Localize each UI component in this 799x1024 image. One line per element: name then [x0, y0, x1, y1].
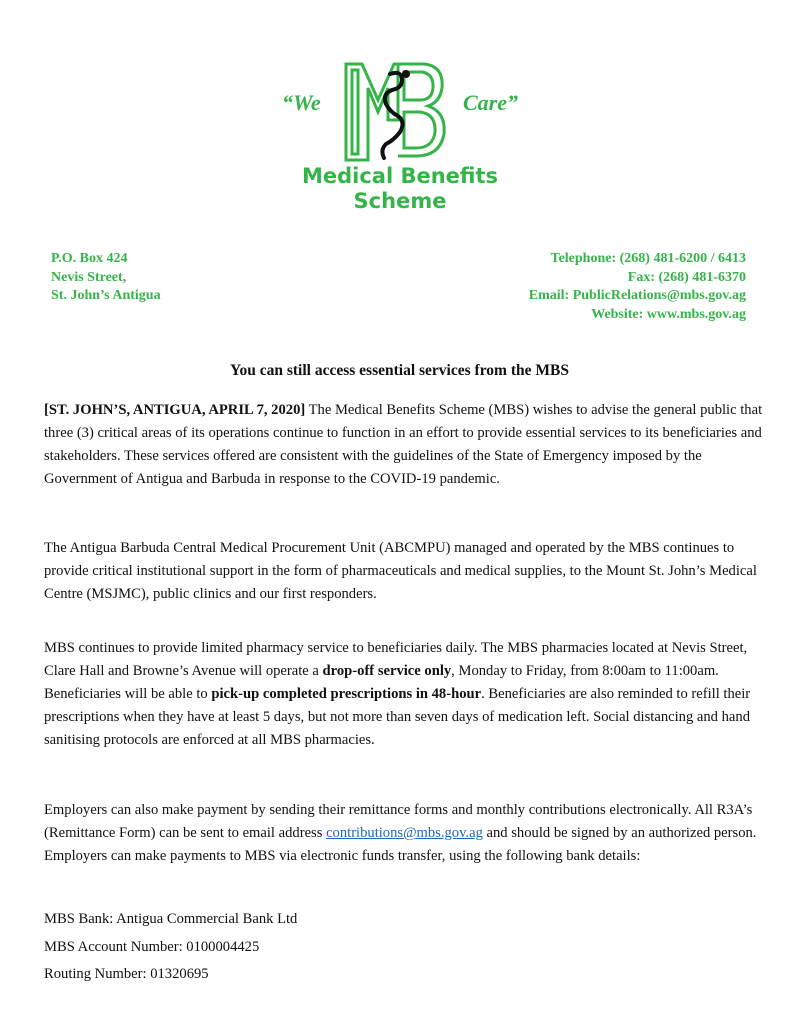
address-line: St. John’s Antigua — [51, 288, 161, 303]
website: Website: www.mbs.gov.ag — [591, 306, 746, 322]
telephone: Telephone: (268) 481-6200 / 6413 — [550, 251, 746, 266]
dateline: [ST. JOHN’S, ANTIGUA, APRIL 7, 2020] — [44, 402, 306, 418]
postal-address — [51, 250, 161, 306]
paragraph-employers — [44, 799, 764, 868]
pharmacy-text: MBS continues to provide limited pharmacy service to beneficiaries daily. The MBS pharmacies located at Nevis Street, Clare Hall and Browne’s Avenue will operate a — [44, 640, 748, 679]
fax: Fax: (268) 481-6370 — [627, 269, 746, 285]
contributions-email-link[interactable]: contributions@mbs.gov.ag — [326, 825, 483, 841]
drop-off-emphasis: drop-off service only — [322, 663, 452, 679]
employers-text: Employers can also make payment by sending their remittance forms and monthly contributions electronically. All R3A’s (Remittance Form) can be sent to email address — [44, 802, 753, 841]
tagline-we: “We — [282, 90, 321, 115]
contact-email: Email: PublicRelations@mbs.gov.ag — [528, 288, 746, 303]
mbs-logo — [282, 60, 518, 216]
pharmacy-text: . Beneficiaries are also reminded to refill their prescriptions when they have at least 5 days, but not more than seven days of medication left. Social distancing and hand sanitising protocols are enforced at all MBS pharmacies. — [44, 686, 751, 748]
mbs-monogram-icon — [340, 60, 450, 170]
pharmacy-text: , Monday to Friday, from 8:00am to 11:00am. Beneficiaries will be able to — [44, 663, 719, 702]
employers-text: and should be signed by an authorized person. Employers can make payments to MBS via electronic funds transfer, using the following bank details: — [44, 825, 757, 864]
snake-head-icon — [402, 70, 410, 78]
pickup-emphasis: pick-up completed prescriptions in 48-hour — [211, 686, 482, 702]
bank-name: MBS Bank: Antigua Commercial Bank Ltd — [44, 911, 298, 927]
account-number: MBS Account Number: 0100004425 — [44, 939, 260, 955]
address-line: P.O. Box 424 — [51, 251, 128, 266]
paragraph-abcmpu: The Antigua Barbuda Central Medical Procurement Unit (ABCMPU) managed and operated by the MBS continues to provide critical institutional support in the form of pharmaceuticals and medical supplies, to the Mount St. John’s Medical Centre (MSJMC), public clinics and our first responders. — [44, 540, 757, 602]
tagline-care: Care” — [463, 90, 518, 115]
intro-text: The Medical Benefits Scheme (MBS) wishes to advise the general public that three (3) critical areas of its operations continue to function in an effort to provide essential services to its beneficiaries and stakeholders. These services offered are consistent with the guidelines of the State of Emergency imposed by the Government of Antigua and Barbuda in response to the COVID-19 pandemic. — [44, 402, 763, 487]
address-line: Nevis Street, — [51, 269, 127, 285]
paragraph-intro — [44, 399, 764, 491]
headline: You can still access essential services from the MBS — [230, 362, 569, 379]
routing-number: Routing Number: 01320695 — [44, 966, 209, 982]
paragraph-pharmacy — [44, 637, 764, 752]
contact-details — [529, 250, 746, 324]
logo-title-line2: Scheme — [353, 189, 447, 213]
logo-title-line1: Medical Benefits — [301, 164, 499, 188]
